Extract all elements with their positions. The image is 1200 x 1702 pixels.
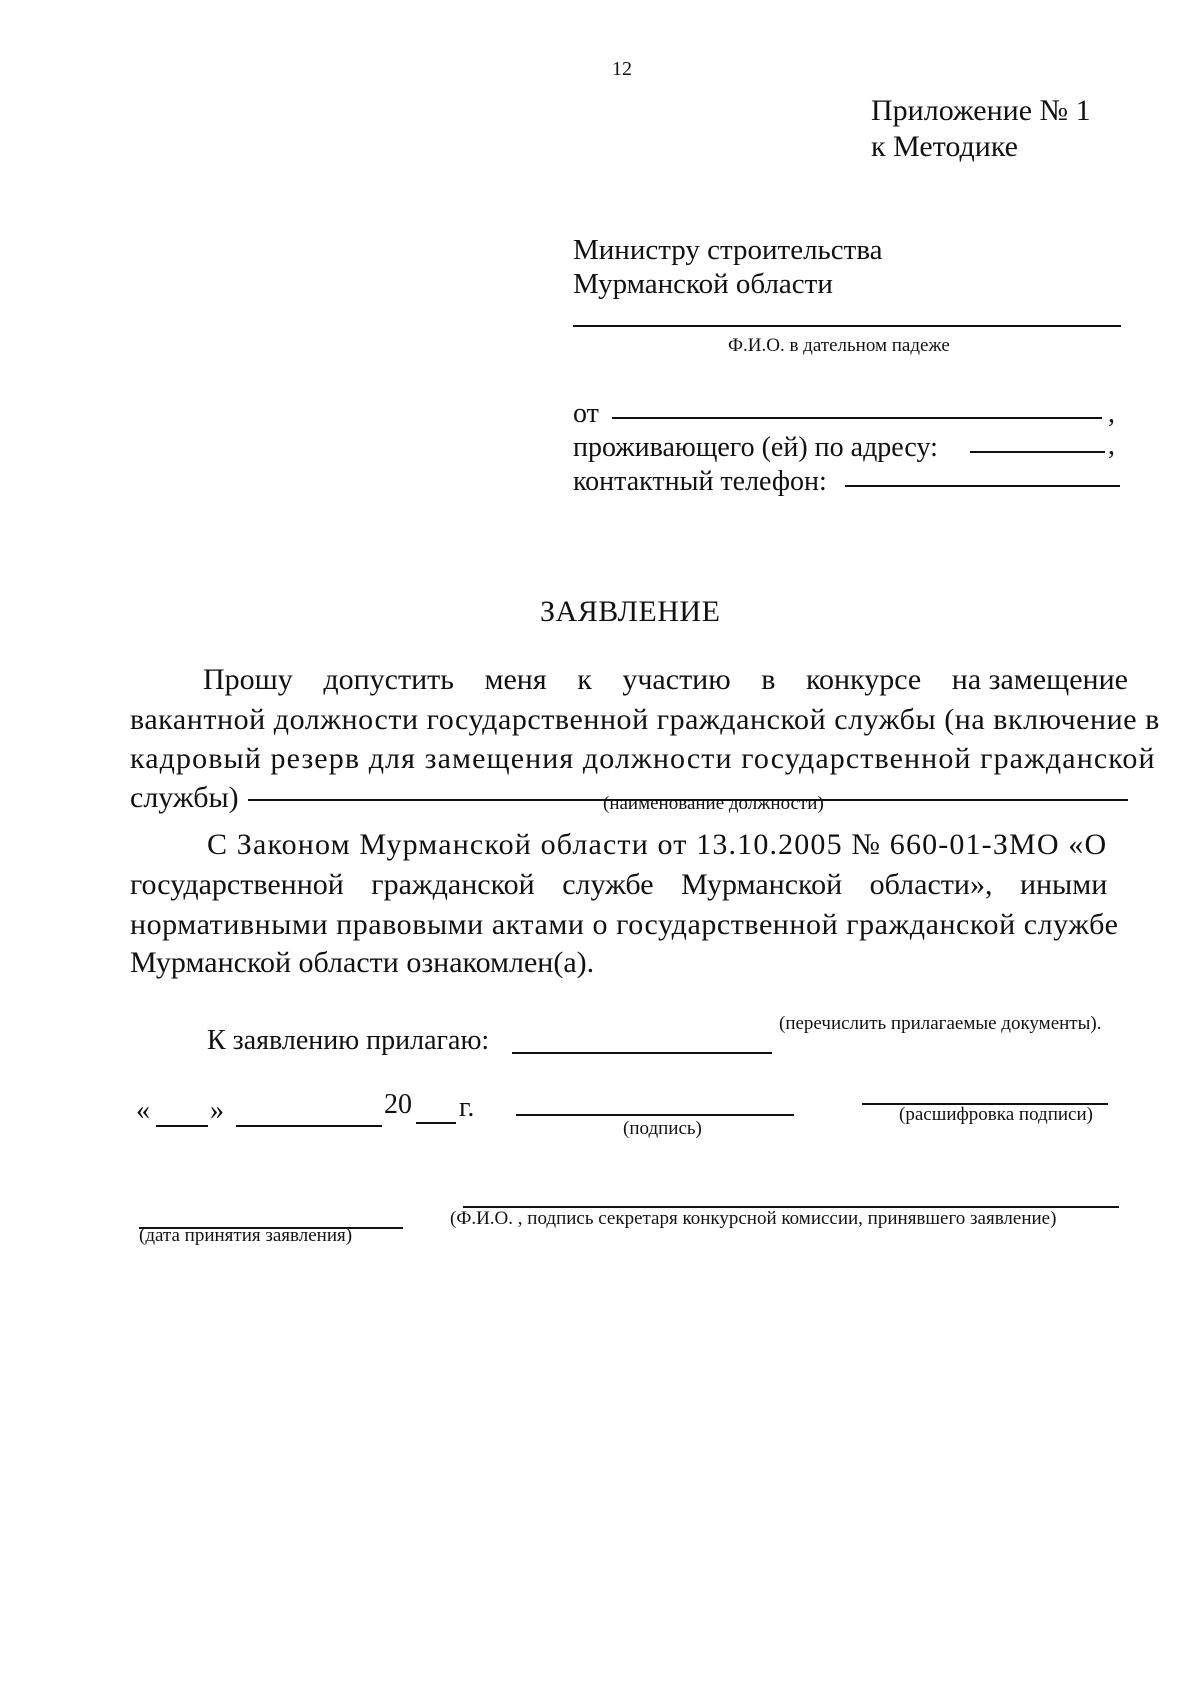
address-fill-line xyxy=(970,451,1105,453)
address-comma: , xyxy=(1108,430,1115,461)
from-label: от xyxy=(573,398,599,429)
addressee-fio-line xyxy=(573,325,1121,327)
request-word: в xyxy=(761,663,776,696)
law-line-4: Мурманской области ознакомлен(а). xyxy=(130,946,595,979)
attachments-label: К заявлению прилагаю: xyxy=(207,1025,490,1056)
signature-caption: (подпись) xyxy=(623,1118,702,1139)
page-number: 12 xyxy=(612,58,632,80)
address-label: проживающего (ей) по адресу: xyxy=(573,432,938,463)
date-year-suffix: г. xyxy=(459,1092,475,1123)
request-word: участию xyxy=(622,663,731,696)
attachments-fill-line xyxy=(512,1052,772,1054)
law-line-2: государственной гражданской службе Мурманской области», иными xyxy=(130,868,1108,901)
secretary-caption: (Ф.И.О. , подпись секретаря конкурсной комиссии, принявшего заявление) xyxy=(450,1208,1057,1229)
addressee-line-1: Министру строительства xyxy=(573,234,883,266)
document-title: ЗАЯВЛЕНИЕ xyxy=(540,595,721,628)
request-word: на замещение xyxy=(951,663,1128,696)
signature-decode-caption: (расшифровка подписи) xyxy=(899,1104,1093,1125)
law-line-1: С Законом Мурманской области от 13.10.2005 № 660-01-ЗМО «О xyxy=(207,828,1108,861)
date-year-line xyxy=(416,1122,456,1124)
law-line-3: нормативными правовыми актами о государственной гражданской службе xyxy=(130,908,1119,941)
acceptance-date-caption: (дата принятия заявления) xyxy=(139,1225,353,1246)
addressee-line-2: Мурманской области xyxy=(573,268,833,300)
date-month-line xyxy=(236,1125,382,1127)
from-fill-line xyxy=(612,417,1102,419)
request-line-2: вакантной должности государственной гражданской службы (на включение в xyxy=(130,703,1160,736)
addressee-fio-caption: Ф.И.О. в дательном падеже xyxy=(728,335,950,356)
date-quote-open: « xyxy=(136,1095,150,1126)
request-word: меня xyxy=(484,663,547,696)
request-line-1 xyxy=(130,663,1128,703)
phone-label: контактный телефон: xyxy=(573,466,827,497)
annex-number: Приложение № 1 xyxy=(871,94,1091,127)
request-word: Прошу xyxy=(203,663,293,696)
request-word: к xyxy=(577,663,592,696)
attachments-caption: (перечислить прилагаемые документы). xyxy=(779,1013,1102,1034)
position-caption: (наименование должности) xyxy=(603,793,824,814)
phone-fill-line xyxy=(845,485,1120,487)
request-word: конкурсе xyxy=(805,663,922,696)
request-line-3: кадровый резерв для замещения должности государственной гражданской xyxy=(130,742,1156,775)
signature-line xyxy=(516,1114,794,1116)
date-year-prefix: 20 xyxy=(384,1089,412,1120)
annex-reference: к Методике xyxy=(871,130,1018,163)
date-quote-close: » xyxy=(210,1095,224,1126)
request-line-4: службы) xyxy=(130,781,239,814)
request-word: допустить xyxy=(323,663,454,696)
from-comma: , xyxy=(1108,398,1115,429)
date-day-line xyxy=(156,1125,208,1127)
